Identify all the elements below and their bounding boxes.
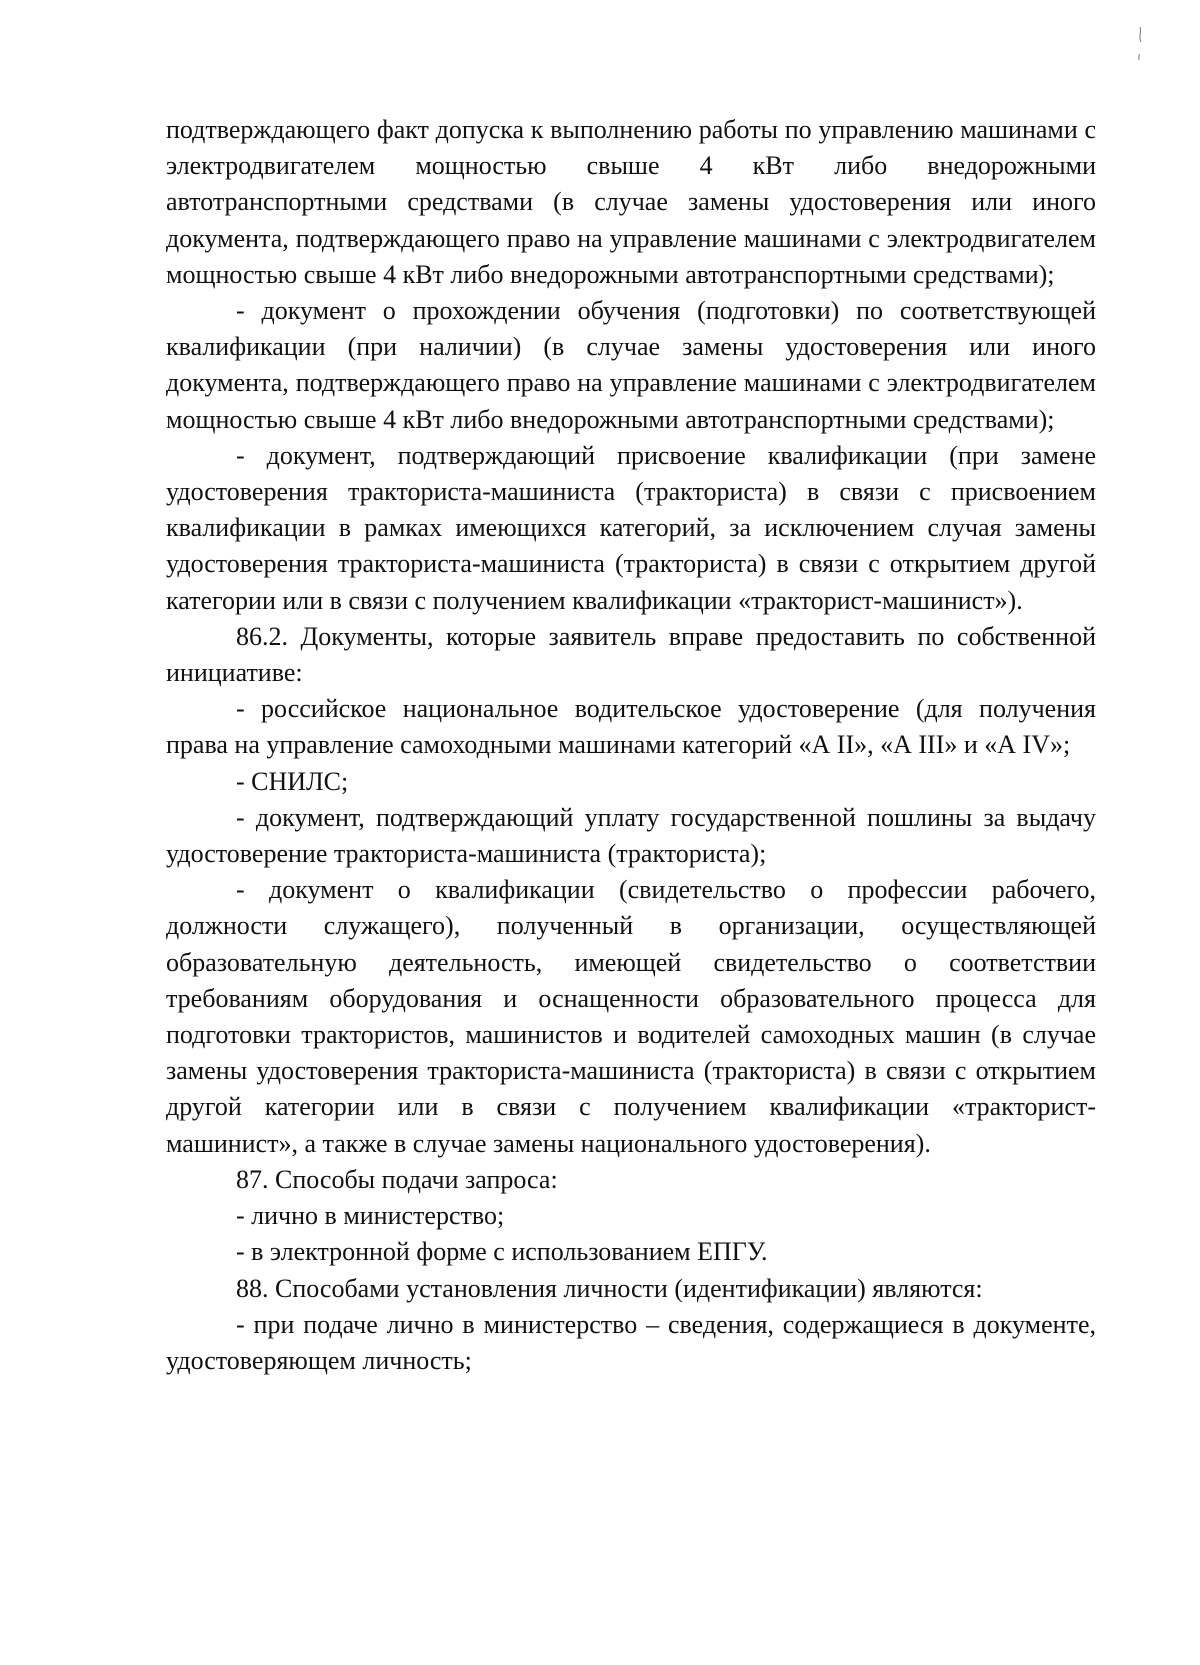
paragraph-drivers-license: - российское национальное водительское удостоверение (для получения права на управление самоходными машинами категорий «А II», «А III» и «А IV»;: [166, 694, 1096, 760]
paragraph-continuation: подтверждающего факт допуска к выполнению работы по управлению машинами с электродвигателем мощностью свыше 4 кВт либо внедорожными автотранспортными средствами (в случае замены удостоверения или иного документа, подтверждающего право на управление машинами с электродвигателем мощностью свыше 4 кВт либо внедорожными автотранспортными средствами);: [166, 115, 1096, 289]
paragraph-identity-in-person: - при подаче лично в министерство – сведения, содержащиеся в документе, удостоверяющем личность;: [166, 1309, 1096, 1375]
paragraph-qualification-document: - документ, подтверждающий присвоение квалификации (при замене удостоверения тракториста-машиниста (тракториста) в связи с присвоением квалификации в рамках имеющихся категорий, за исключением случая замены удостоверения тракториста-машиниста (тракториста) в связи с открытием другой категории или в связи с получением квалификации «тракторист-машинист»).: [166, 440, 1096, 615]
paragraph-86-2: 86.2. Документы, которые заявитель вправе предоставить по собственной инициативе:: [166, 621, 1096, 688]
paragraph-in-person: - лично в министерство;: [236, 1201, 505, 1231]
paragraph-snils: - СНИЛС;: [236, 766, 349, 796]
paragraph-electronic: - в электронной форме с использованием ЕПГУ.: [236, 1237, 768, 1267]
document-body: [166, 112, 1096, 1379]
paragraph-qualification-certificate: - документ о квалификации (свидетельство о профессии рабочего, должности служащего), полученный в организации, осуществляющей образовательную деятельность, имеющей свидетельство о соответствии требованиям оборудования и оснащенности образовательного процесса для подготовки трактористов, машинистов и водителей самоходных машин (в случае замены удостоверения тракториста-машиниста (тракториста) в связи с открытием другой категории или в связи с получением квалификации «тракторист-машинист», а также в случае замены национального удостоверения).: [166, 875, 1096, 1158]
paragraph-88: 88. Способами установления личности (идентификации) являются:: [236, 1273, 983, 1303]
paragraph-training-document: - документ о прохождении обучения (подготовки) по соответствующей квалификации (при наличии) (в случае замены удостоверения или иного документа, подтверждающего право на управление машинами с электродвигателем мощностью свыше 4 кВт либо внедорожными автотранспортными средствами);: [166, 296, 1096, 434]
scan-mark: [1136, 26, 1144, 62]
paragraph-state-fee: - документ, подтверждающий уплату государственной пошлины за выдачу удостоверение тракториста-машиниста (тракториста);: [166, 802, 1096, 869]
paragraph-87: 87. Способы подачи запроса:: [236, 1164, 558, 1194]
